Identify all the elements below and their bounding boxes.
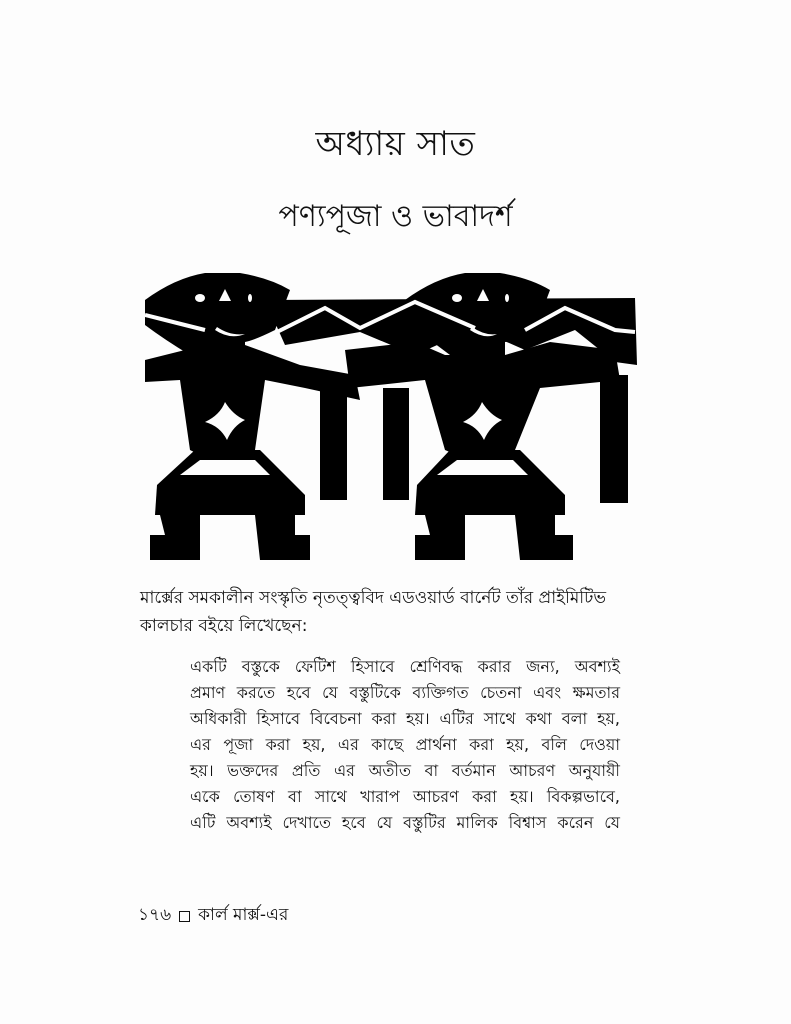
chapter-label: অধ্যায় সাত [315, 124, 476, 164]
running-title: কার্ল মার্ক্স-এর [198, 905, 289, 925]
quote-line: একটি বস্তুকে ফেটিশ হিসাবে শ্রেণিবদ্ধ করার জন্য, অবশ্যই [190, 657, 620, 676]
intro-paragraph [140, 584, 660, 640]
quote-line: অধিকারী হিসাবে বিবেচনা করা হয়। এটির সাথে কথা বলা হয়, [190, 709, 620, 728]
quote-line: এটি অবশ্যই দেখাতে হবে যে বস্তুটির মালিক বিশ্বাস করেন যে [190, 813, 620, 832]
square-box-icon [179, 911, 190, 922]
intro-line: কালচার বইয়ে লিখেছেন: [140, 616, 308, 636]
quote-line: হয়। ভক্তদের প্রতি এর অতীত বা বর্তমান আচরণ অনুযায়ী [190, 761, 620, 780]
chapter-title: পণ্যপূজা ও ভাবাদর্শ [278, 199, 513, 234]
quote-line: প্রমাণ করতে হবে যে বস্তুটিকে ব্যক্তিগত চেতনা এবং ক্ষমতার [190, 683, 620, 702]
intro-line: মার্ক্সের সমকালীন সংস্কৃতি নৃতত্ত্ববিদ এডওয়ার্ড বার্নেট তাঁর প্রাইমিটিভ [140, 588, 607, 608]
block-quote [190, 654, 620, 836]
page-number: ১৭৬ [138, 905, 172, 925]
page-footer [138, 902, 288, 930]
quote-line: একে তোষণ বা সাথে খারাপ আচরণ করা হয়। বিকল্পভাবে, [190, 787, 620, 806]
tribal-figures-illustration [145, 270, 655, 560]
quote-line: এর পূজা করা হয়, এর কাছে প্রার্থনা করা হয়, বলি দেওয়া [190, 735, 620, 754]
